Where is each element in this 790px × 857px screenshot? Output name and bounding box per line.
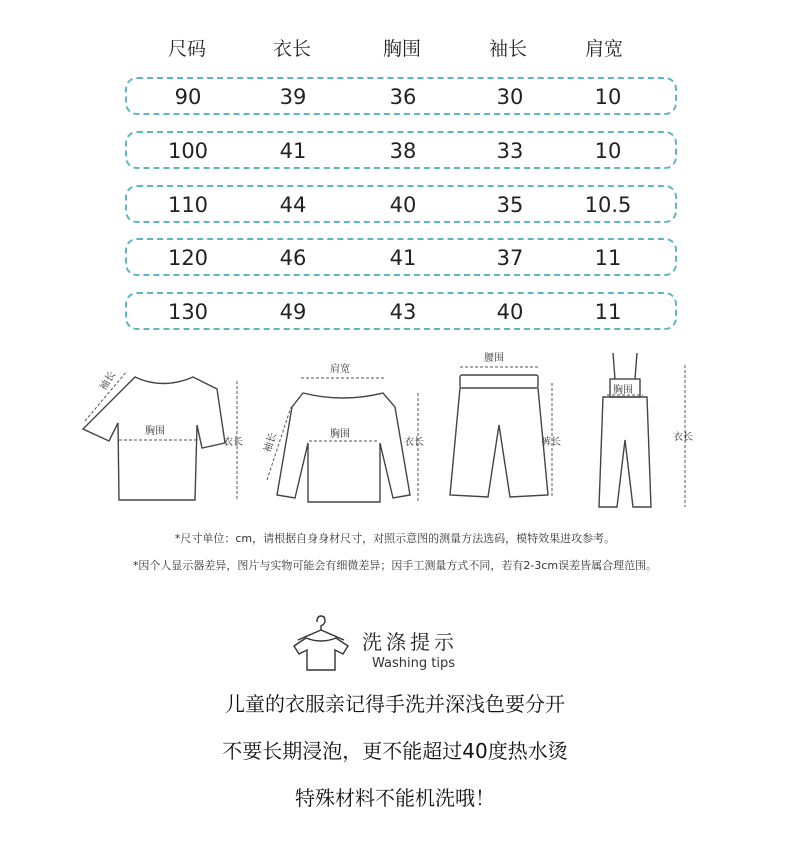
size-table-header — [0, 34, 790, 60]
cell-shoulder: 10 — [594, 139, 622, 163]
cell-length: 39 — [279, 85, 307, 109]
washing-line-2: 不要长期浸泡，更不能超过40度热水烫 — [222, 739, 568, 763]
size-note-2: *因个人显示器差异，图片与实物可能会有细微差异；因手工测量方式不同，若有2-3cm误差皆属合理范围。 — [132, 559, 658, 572]
cell-size: 130 — [167, 300, 209, 324]
pants-waist-label: 腰围 — [484, 353, 504, 364]
sweater-outline-icon — [277, 393, 410, 502]
overalls-strap-left-icon — [613, 353, 615, 379]
cell-size: 110 — [167, 193, 209, 217]
pants-diagram — [440, 345, 590, 515]
cell-shoulder: 11 — [594, 246, 622, 270]
hanger-shirt-icon — [290, 612, 354, 674]
size-row — [125, 292, 677, 330]
cell-chest: 38 — [389, 139, 417, 163]
header-sleeve: 袖长 — [488, 38, 528, 60]
washing-line-1: 儿童的衣服亲记得手洗并深浅色要分开 — [225, 692, 565, 716]
overalls-strap-right-icon — [635, 353, 637, 379]
cell-chest: 43 — [389, 300, 417, 324]
sweater-chest-label: 胸围 — [330, 429, 350, 440]
size-row — [125, 131, 677, 169]
cell-chest: 40 — [389, 193, 417, 217]
sweater-sleeve-label: 袖长 — [262, 431, 280, 454]
tshirt-length-label: 衣长 — [223, 437, 243, 448]
tshirt-sleeve-label: 袖长 — [98, 369, 119, 393]
pants-length-label: 裤长 — [541, 437, 561, 448]
cell-shoulder: 10 — [594, 85, 622, 109]
sweater-shoulder-label: 肩宽 — [330, 364, 350, 375]
tshirt-chest-label: 胸围 — [145, 426, 165, 437]
cell-length: 41 — [279, 139, 307, 163]
size-row — [125, 185, 677, 223]
pants-outline-icon — [450, 388, 548, 497]
measurement-diagrams — [0, 345, 790, 515]
washing-line-3: 特殊材料不能机洗哦！ — [295, 786, 495, 810]
cell-length: 49 — [279, 300, 307, 324]
header-length: 衣长 — [272, 38, 312, 60]
washing-subtitle: Washing tips — [372, 656, 455, 671]
cell-sleeve: 37 — [496, 246, 524, 270]
cell-sleeve: 35 — [496, 193, 524, 217]
size-note-1: *尺寸单位：cm，请根据自身身材尺寸，对照示意图的测量方法选码，模特效果进攻参考。 — [174, 532, 616, 545]
size-row — [125, 77, 677, 115]
cell-shoulder: 10.5 — [584, 193, 632, 217]
overalls-diagram — [585, 345, 715, 515]
overalls-length-label: 衣长 — [673, 432, 693, 443]
size-row — [125, 238, 677, 276]
cell-size: 90 — [174, 85, 202, 109]
pants-waistband-icon — [460, 375, 538, 388]
washing-title: 洗涤提示 — [362, 630, 458, 654]
cell-sleeve: 30 — [496, 85, 524, 109]
header-shoulder: 肩宽 — [584, 38, 624, 60]
cell-shoulder: 11 — [594, 300, 622, 324]
tshirt-diagram — [75, 345, 255, 515]
cell-size: 100 — [167, 139, 209, 163]
overalls-chest-label: 胸围 — [613, 385, 633, 396]
cell-chest: 36 — [389, 85, 417, 109]
cell-sleeve: 40 — [496, 300, 524, 324]
header-size: 尺码 — [167, 38, 207, 60]
cell-chest: 41 — [389, 246, 417, 270]
cell-length: 44 — [279, 193, 307, 217]
tshirt-outline-icon — [83, 377, 225, 500]
washing-tips-heading — [290, 612, 510, 682]
overalls-outline-icon — [599, 397, 651, 507]
header-chest: 胸围 — [382, 38, 422, 60]
sweater-diagram — [255, 345, 435, 515]
sweater-length-label: 衣长 — [404, 437, 424, 448]
cell-length: 46 — [279, 246, 307, 270]
cell-sleeve: 33 — [496, 139, 524, 163]
cell-size: 120 — [167, 246, 209, 270]
